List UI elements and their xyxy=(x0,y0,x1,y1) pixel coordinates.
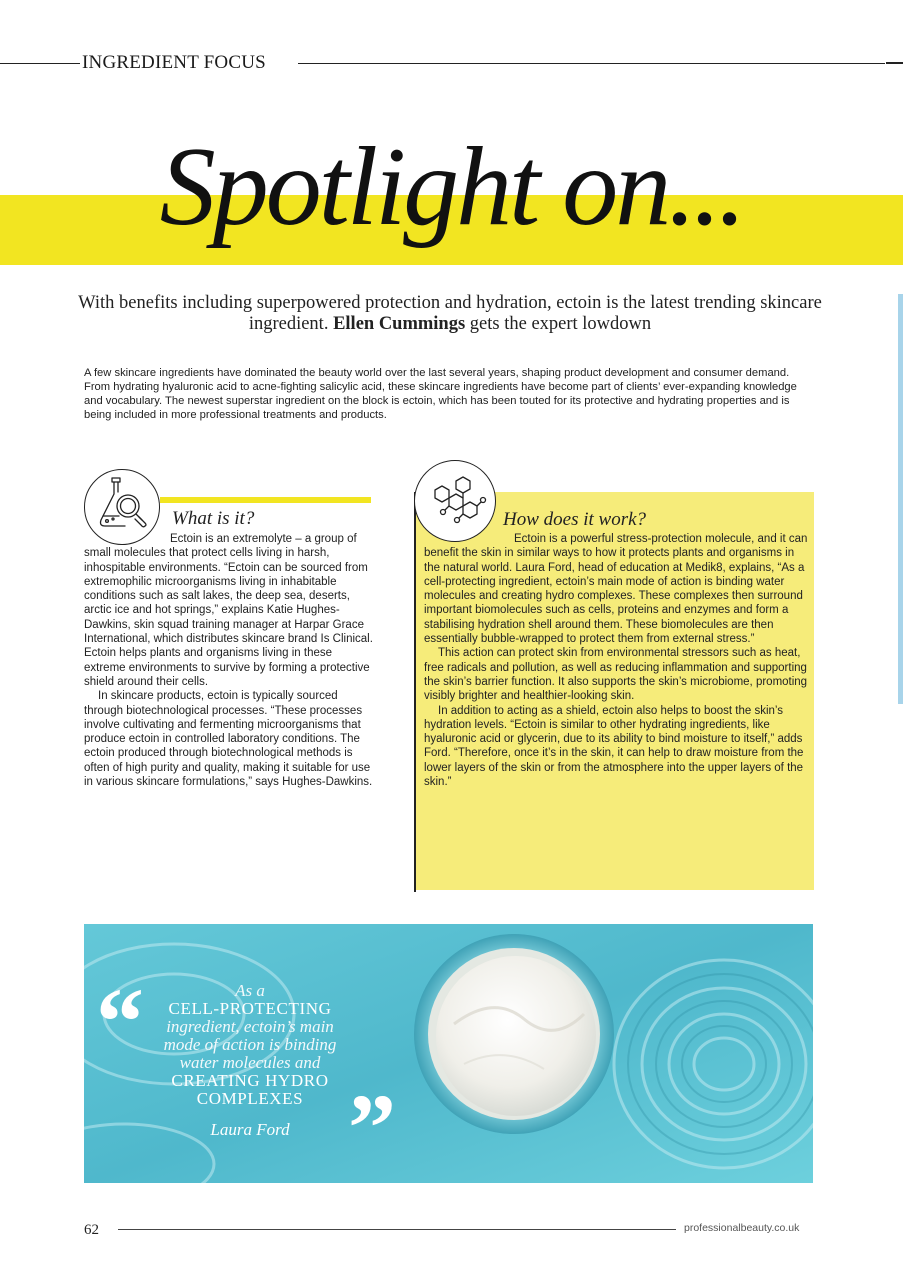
left-heading-bar xyxy=(160,497,371,503)
pull-quote-line-3: ingredient, ectoin’s main mode of action is binding water molecules and xyxy=(163,1017,337,1072)
header-rule-right xyxy=(298,63,885,64)
left-paragraph-2: In skincare products, ectoin is typically sourced through biotechnological processes. “These processes involve cultivating and fermenting microorganisms that produce ectoin in controlled laboratory conditions. The ectoin produced through biotechnological methods is often of high purity and quality, making it suitable for use in various skincare formulations,” says Hughes-Dawkins. xyxy=(84,690,373,789)
pull-quote-line-2: CELL-PROTECTING xyxy=(168,999,332,1018)
molecule-icon xyxy=(414,460,496,542)
page-title: Spotlight on... xyxy=(159,125,744,249)
page-number: 62 xyxy=(84,1222,99,1238)
right-paragraph-1: Ectoin is a powerful stress-protection molecule, and it can benefit the skin in similar ways to how it protects plants and organisms in the natural world. Laura Ford, head of education at Medik8, explains, “As a cell-protecting ingredient, ectoin’s main mode of action is binding water molecules and creating hydro complexes. These complexes then surround important biomolecules such as cells, proteins and enzymes and form a stabilising hydration shell around them. These biomolecules are then essentially bubble-wrapped to protect them from external stress.” xyxy=(424,533,808,646)
standfirst-tail: gets the expert lowdown xyxy=(469,314,652,334)
pull-quote-attribution: Laura Ford xyxy=(210,1120,290,1139)
left-column-text xyxy=(84,532,374,789)
right-heading: How does it work? xyxy=(503,509,647,530)
footer-rule xyxy=(118,1229,676,1230)
pull-quote-line-4: CREATING HYDRO COMPLEXES xyxy=(171,1071,329,1108)
side-accent-bar xyxy=(898,294,903,704)
section-label: INGREDIENT FOCUS xyxy=(82,52,266,73)
left-paragraph-1: Ectoin is an extremolyte – a group of small molecules that protect cells living in harsh, inhospitable environments. “Ectoin can be sourced from extremophilic microorganisms living in inhabitable conditions such as salt lakes, the deep sea, deserts, arctic ice and hot springs,” explains Katie Hughes-Dawkins, skin squad training manager at Harpar Grace International, which distributes skincare brand Is Clinical. Ectoin helps plants and organisms living in these extreme environments to survive by forming a protective shield around their cells. xyxy=(84,533,373,688)
right-column-text xyxy=(424,532,809,789)
standfirst-author: Ellen Cummings xyxy=(333,314,466,334)
right-box-border xyxy=(414,492,416,892)
standfirst-lead: With benefits including superpowered protection and hydration, ectoin is the latest trending skincare ingredient. xyxy=(78,293,822,334)
standfirst xyxy=(70,293,830,335)
edge-tick xyxy=(886,62,903,64)
open-quote-mark: “ xyxy=(96,968,144,1075)
intro-paragraph: A few skincare ingredients have dominated the beauty world over the last several years, shaping product development and consumer demand. From hydrating hyaluronic acid to acne-fighting salicylic acid, these skincare ingredients have become part of clients’ ever-expanding knowledge and vocabulary. The newest superstar ingredient on the block is ectoin, which has been touted for its protective and hydrating properties and is being included in more professional treatments and products. xyxy=(84,367,797,422)
header-rule-left xyxy=(0,63,80,64)
pull-quote-line-1: As a xyxy=(235,981,265,1000)
right-paragraph-3: In addition to acting as a shield, ectoin also helps to boost the skin’s hydration levels. “Ectoin is similar to other hydrating ingredients, like hyaluronic acid or glycerin, due to its ability to bind moisture to itself,” adds Ford. “Therefore, once it’s in the skin, it can help to draw moisture from the lower layers of the skin or from the atmosphere into the upper layers of the skin.” xyxy=(424,704,804,789)
footer-url: professionalbeauty.co.uk xyxy=(684,1222,800,1234)
pull-quote xyxy=(150,982,350,1140)
left-heading: What is it? xyxy=(172,508,255,529)
close-quote-mark: ” xyxy=(348,1074,396,1181)
right-paragraph-2: This action can protect skin from environmental stressors such as heat, free radicals and pollution, as well as reducing inflammation and supporting the skin’s barrier function. It also supports the skin’s microbiome, promoting visibly brighter and healthier-looking skin. xyxy=(424,647,808,703)
